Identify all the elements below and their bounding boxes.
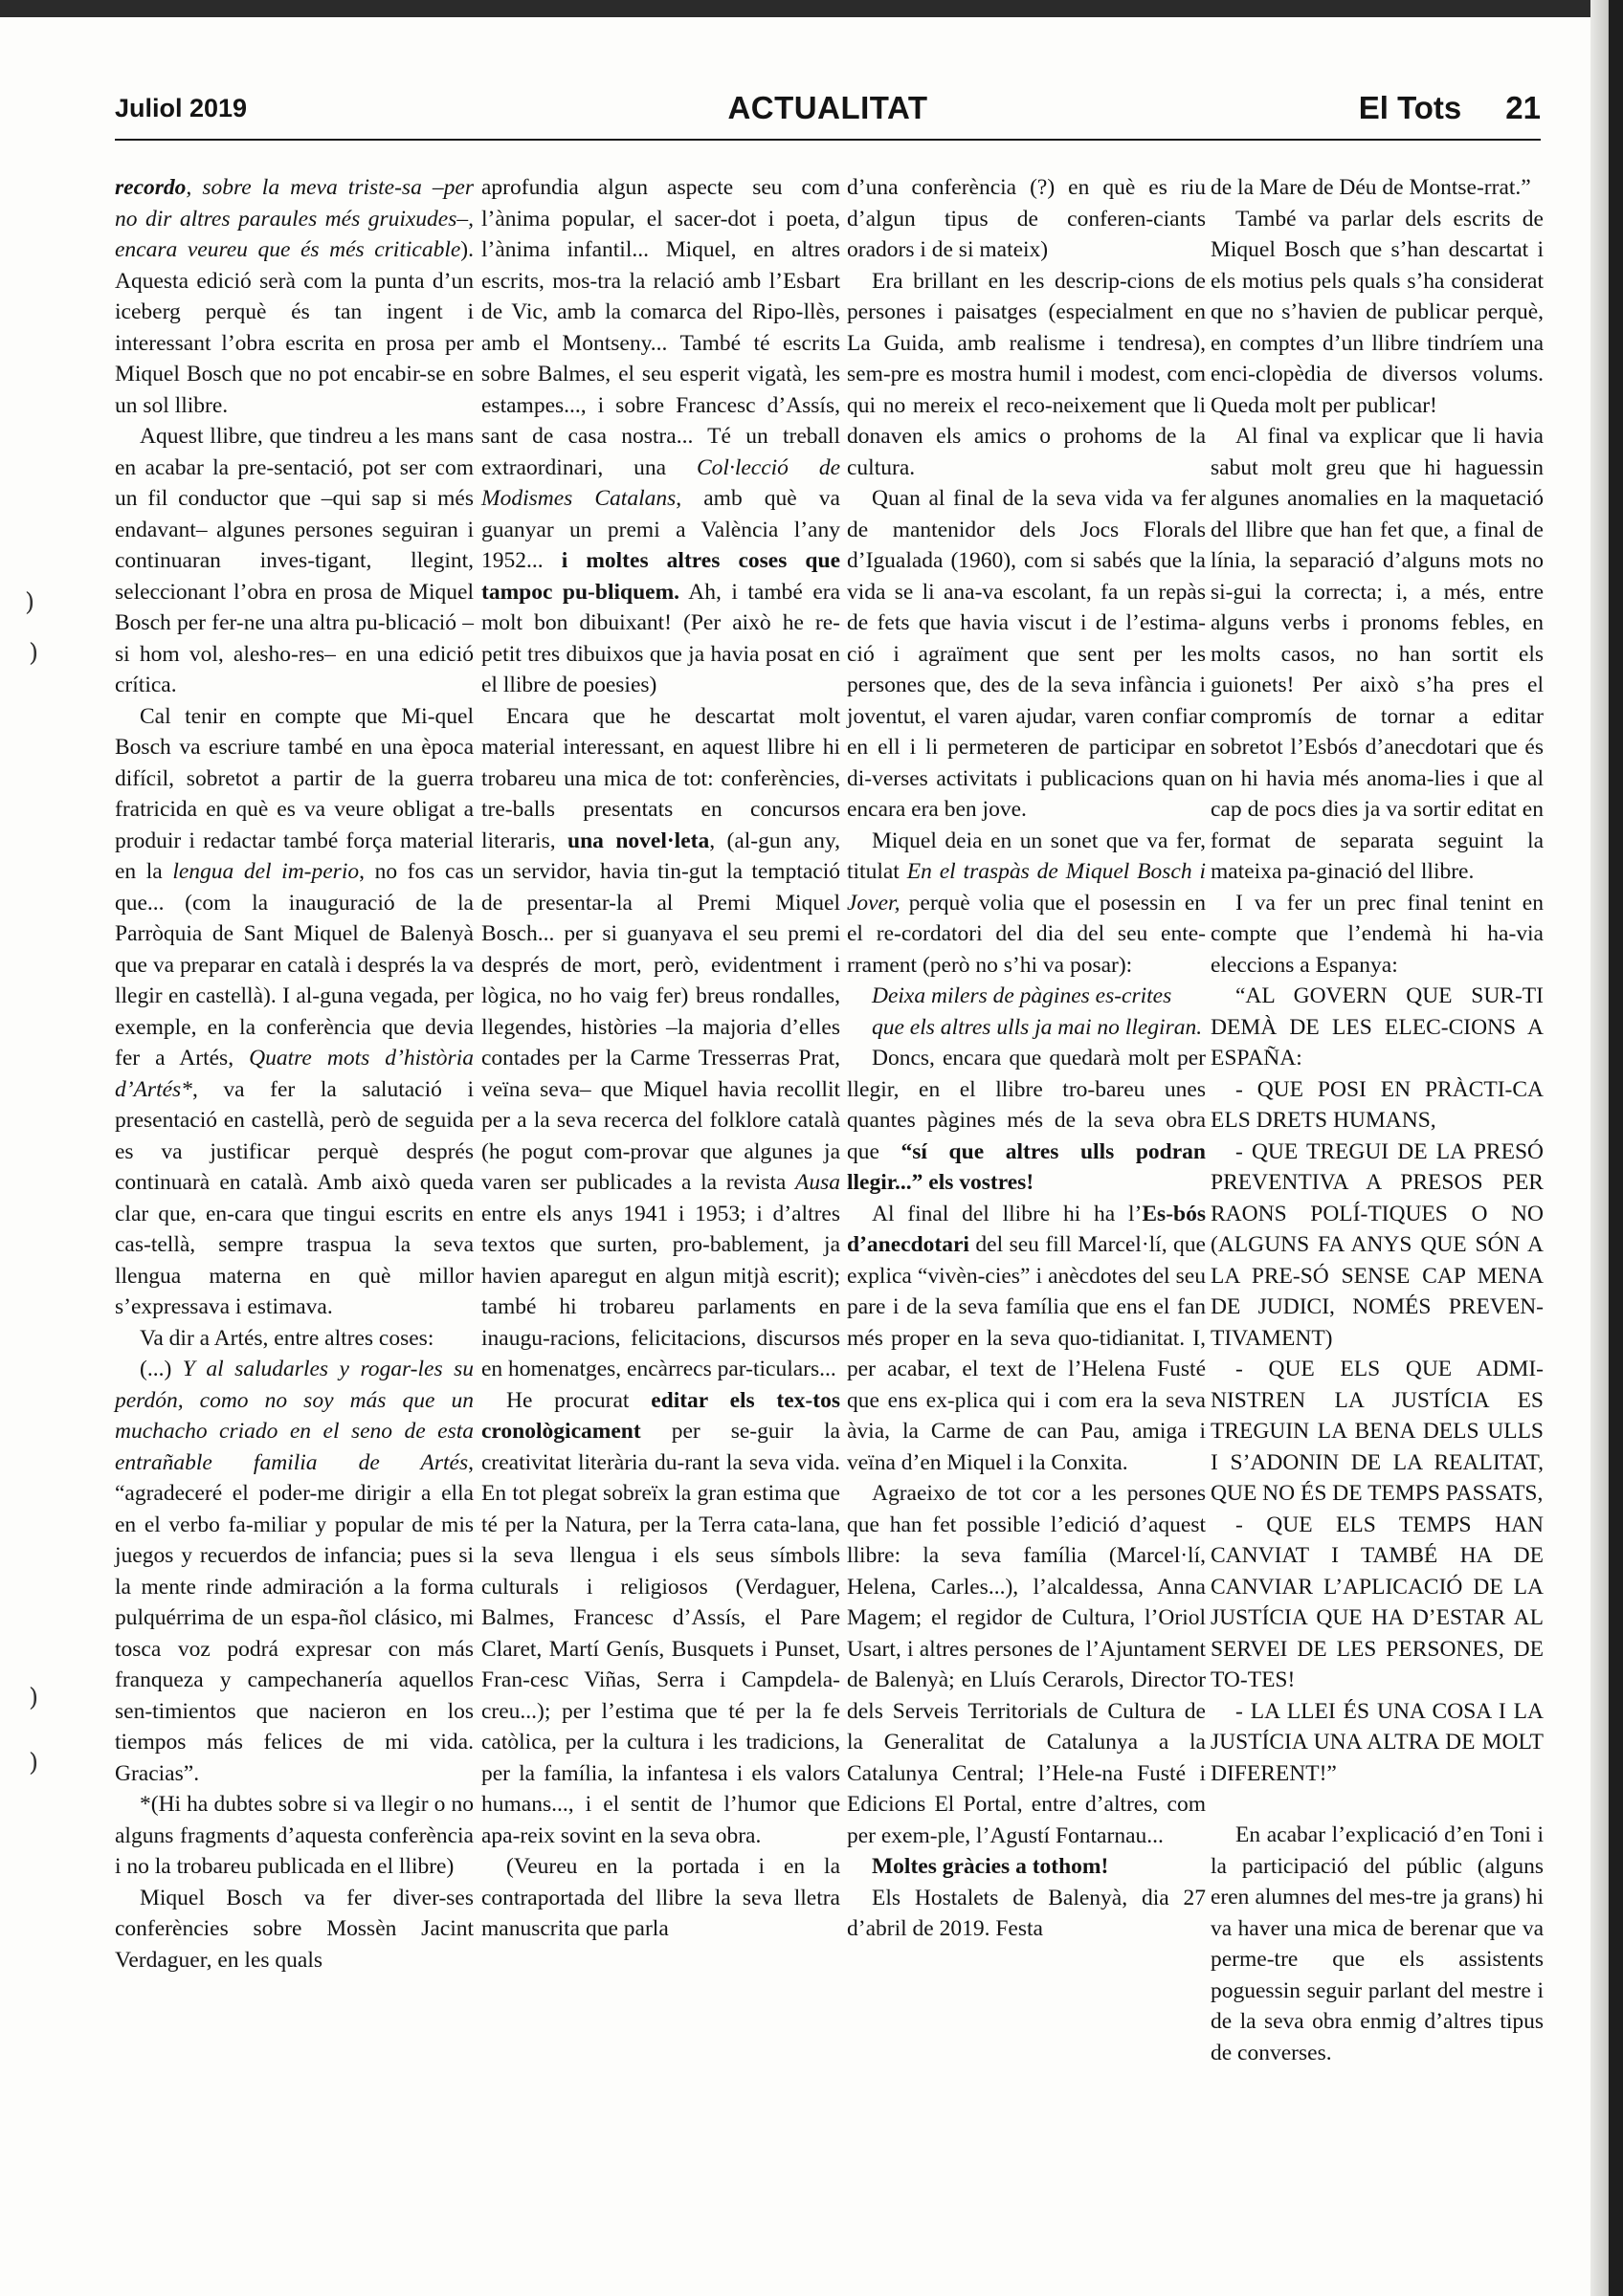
text-run: En el traspàs de Miquel Bosch i Jover,: [847, 859, 1207, 916]
paragraph: [115, 1354, 474, 1789]
text-run: Miquel Bosch va fer diver-ses conferències sobre Mossèn Jacint Verdaguer, en les quals: [115, 1885, 474, 1973]
text-run: Al final del llibre hi ha l’: [872, 1201, 1143, 1226]
text-run: , amb què va guanyar un premi a València l’any 1952...: [481, 486, 840, 573]
text-run: , va fer la salutació i presentació en castellà, però de seguida es va justificar perquè després continuarà en català. Amb això queda clar que, en-cara que tingui escrits en cas-tellà, sempre traspua la seva llengua materna en què millor s’expressava i estimava.: [115, 1076, 474, 1319]
paragraph: [847, 1199, 1206, 1479]
text-run: Doncs, encara que quedarà molt per llegir, en el llibre tro-bareu unes quantes pàgines més de la seva obra que: [847, 1046, 1206, 1164]
text-run: En acabar l’explicació d’en Toni i la participació del públic (alguns eren alumnes del mes-tre ja grans) hi va haver una mica de berenar que va perme-tre que els assistents poguessin seguir parlant del mestre i de la seva obra enmig d’altres tipus de converses.: [1211, 1822, 1544, 2065]
paragraph: [1211, 1696, 1544, 1790]
text-run: Miquel deia en un sonet que va fer, titulat: [847, 828, 1206, 884]
publication-name: El Tots: [1358, 90, 1462, 125]
article-column-1: [115, 172, 474, 2200]
header-rule: [115, 139, 1541, 141]
paragraph: [1211, 1137, 1544, 1355]
text-run: perquè volia que el posessin en el re-cordatori del dia del seu ente-rrament (però no s’hi va posar):: [847, 890, 1206, 978]
paragraph: [115, 1789, 474, 1883]
paragraph: [847, 172, 1206, 266]
article-column-4: [1211, 172, 1544, 2200]
paragraph: [115, 172, 474, 421]
text-run: Era brillant en les descrip-cions de persones i paisatges (especialment en La Guida, amb realisme i tendresa), sem-pre es mostra humil i modest, com qui no mereix el reco-neixement que li donaven els amics o prohoms de la cultura.: [847, 268, 1206, 480]
paragraph: [847, 1478, 1206, 1851]
text-run: I va fer un prec final tenint en compte que l’endemà hi ha-via eleccions a Espanya:: [1211, 890, 1544, 978]
text-run: - QUE POSI EN PRÀCTI-CA ELS DRETS HUMANS,: [1211, 1076, 1544, 1133]
text-run: Ausa: [795, 1170, 840, 1195]
paragraph: [115, 701, 474, 1323]
paragraph: [1211, 204, 1544, 422]
page-header: [115, 90, 1541, 138]
text-run: Agraeixo de tot cor a les persones que han fet possible l’edició d’aquest llibre: la seva família (Marcel·lí, Helena, Carles...), l’alcaldessa, Anna Magem; el regidor de Cultura, l’Oriol Usart, i altres persones de l’Ajuntament de Balenyà; en Lluís Cerarols, Director dels Serveis Territorials de Cultura de la Generalitat de Catalunya a la Catalunya Central; l’Hele-na Fusté i Edicions El Portal, entre d’altres, com per exem-ple, l’Agustí Fontarnau...: [847, 1481, 1206, 1848]
text-run: Quatre mots d’història d’Artés*: [115, 1046, 474, 1102]
text-run: aprofundia algun aspecte seu com l’ànima popular, el sacer-dot i poeta, l’ànima infantil... Miquel, en altres escrits, mos-tra la relació amb l’Esbart de Vic, amb la comarca del Ripo-llès, amb el Montseny... També té escrits sobre Balmes, el seu esperit vigatà, les estampes..., i sobre Francesc d’Assís, sant de casa nostra... Té un treball extraordinari, una: [481, 175, 840, 480]
text-run: Deixa milers de pàgines es-crites: [872, 983, 1172, 1008]
text-run: Encara que he descartat molt material interessant, en aquest llibre hi trobareu una mica de tot: conferències, tre-balls presentats en concursos literaris,: [481, 703, 840, 853]
text-run: Y al saludarles y rogar-les su perdón, como no soy más que un muchacho criado en el seno de esta entrañable familia de Artés: [115, 1357, 474, 1475]
paragraph: [1211, 888, 1544, 982]
text-run: Ah, i també era molt bon dibuixant! (Per això he re-petit tres dibuixos que ja havia posat en el llibre de poesies): [481, 579, 841, 697]
text-run: Al final va explicar que li havia sabut molt greu que hi haguessin algunes anomalies en la maquetació del llibre que han fet que, a final de línia, la separació d’alguns mots no si-gui la correcta; i, a més, entre alguns verbs i pronoms febles, en molts casos, no han sortit els guionets! Per això s’ha pres el compromís de tornar a editar sobretot l’Esbós d’anecdotari que és on hi havia més anoma-lies i que al cap de pocs dies ja va sortir editat en format de separata seguint la mateixa pa-ginació del llibre.: [1211, 424, 1544, 884]
paragraph: [847, 266, 1206, 484]
paragraph: [1211, 1820, 1544, 2068]
text-run: editar els tex-tos cronològicament: [481, 1387, 840, 1444]
text-run: , “agradeceré el poder-me dirigir a ella en el verbo fa-miliar y popular de mis juegos y recuerdos de infancia; pues si la mente rinde admiración a la forma pulquérrima de un espa-ñol clásico, mi tosca voz podrá expresar con más franqueza y campechanería aquellos sen-timientos que nacieron en los tiempos más felices de mi vida. Gracias”.: [115, 1449, 474, 1786]
text-run: (...): [140, 1357, 183, 1381]
paragraph: [115, 1323, 474, 1355]
text-run: que els altres ulls ja mai no llegiran.: [872, 1014, 1203, 1040]
paragraph: [115, 1883, 474, 1976]
paragraph: [847, 1851, 1206, 1883]
page-number: 21: [1505, 90, 1541, 125]
text-run: d’una conferència (?) en què es riu d’algun tipus de conferen-ciants oradors i de si mateix): [847, 175, 1206, 262]
margin-mark: ): [25, 588, 35, 617]
margin-mark: ): [29, 639, 39, 668]
paragraph: [847, 981, 1206, 1012]
paragraph: [481, 1385, 840, 1852]
paragraph: [1211, 1354, 1544, 1510]
text-run: - LA LLEI ÉS UNA COSA I LA JUSTÍCIA UNA ALTRA DE MOLT DIFERENT!”: [1211, 1698, 1544, 1786]
text-run: del seu fill Marcel·lí, que explica “vivèn-cies” i anècdotes del seu pare i de la seva família que ens el fan més proper en la seva quo-tidianitat. I, per acabar, el text de l’Helena Fusté que ens ex-plica qui i com era la seva àvia, la Carme de can Pau, amiga i veïna d’en Miquel i la Conxita.: [847, 1232, 1206, 1475]
text-run: També va parlar dels escrits de Miquel Bosch que s’han descartat i els motius pels quals s’ha considerat que no s’havien de publicar perquè, en comptes d’un llibre tindríem una enci-clopèdia de diversos volums. Queda molt per publicar!: [1211, 206, 1544, 418]
issue-date: Juliol 2019: [115, 94, 248, 122]
text-run: ). Aquesta edició serà com la punta d’un iceberg perquè és tan ingent i interessant l’obra escrita en prosa per Miquel Bosch que no pot encabir-se en un sol llibre.: [115, 237, 474, 418]
text-run: , sobre la meva triste-sa –per no dir altres paraules més gruixudes–, encara veureu que és més criticable: [115, 175, 474, 262]
text-run: Va dir a Artés, entre altres coses:: [140, 1325, 434, 1351]
text-run: Cal tenir en compte que Mi-quel Bosch va escriure també en una època difícil, sobretot a partir de la guerra fratricida en què es va veure obligat a produir i redactar també força material en la: [115, 703, 474, 884]
paragraph: [481, 701, 840, 1385]
article-column-3: [847, 172, 1206, 2200]
paragraph: [1211, 981, 1544, 1074]
text-run: “AL GOVERN QUE SUR-TI DEMÀ DE LES ELEC-CIONS A ESPAÑA:: [1211, 983, 1544, 1071]
margin-mark: ): [29, 1749, 39, 1777]
text-run: entre els anys 1941 i 1953; i d’altres textos que surten, pro-bablement, ja havien aparegut en algun mitjà escrit); també hi trobareu parlaments en inaugu-racions, felicitacions, discursos en homenatges, encàrrecs par-ticulars...: [481, 1201, 840, 1381]
text-run: “sí que altres ulls podran llegir...” els vostres!: [847, 1138, 1206, 1195]
article-column-2: [481, 172, 840, 2200]
text-run: , no fos cas que... (com la inauguració de la Parròquia de Sant Miquel de Balenyà que va preparar en català i després la va llegir en castellà). I al-guna vegada, per exemple, en la conferència que devia fer a Artés,: [115, 859, 475, 1071]
text-run: Es-bós d’anecdotari: [847, 1201, 1206, 1257]
text-run: una novel·leta: [567, 828, 710, 853]
text-run: Moltes gràcies a tothom!: [872, 1854, 1109, 1879]
text-run: *(Hi ha dubtes sobre si va llegir o no alguns fragments d’aquesta conferència i no la trobareu publicada en el llibre): [115, 1792, 474, 1879]
publication-and-page: [1359, 90, 1541, 126]
text-run: - QUE ELS QUE ADMI-NISTREN LA JUSTÍCIA ES TREGUIN LA BENA DELS ULLS I S’ADONIN DE LA REALITAT, QUE NO ÉS DE TEMPS PASSATS,: [1211, 1357, 1544, 1506]
paragraph: [481, 1851, 840, 1945]
text-run: recordo: [115, 175, 187, 200]
paragraph: [847, 1043, 1206, 1199]
paragraph: [847, 1012, 1206, 1044]
text-run: He procurat: [506, 1387, 652, 1413]
scan-top-edge: [0, 0, 1623, 17]
paragraph: [1211, 1074, 1544, 1137]
paragraph: [847, 1883, 1206, 1945]
text-run: de la Mare de Déu de Montse-rrat.”: [1211, 175, 1531, 200]
text-run: Quan al final de la seva vida va fer de mantenidor dels Jocs Florals d’Igualada (1960), com si sabés que la vida se li ana-va escolant, fa un repàs de fets que havia viscut i de l’estima-ció i agraïment que sent per les persones que, des de la seva infància i joventut, el varen ajudar, varen confiar en ell i li permeteren de participar en di-verses activitats i publicacions quan encara era ben jove.: [847, 486, 1206, 822]
paragraph: [115, 421, 474, 701]
text-run: , (al-gun any, un servidor, havia tin-gut la temptació de presentar-la al Premi Miquel Bosch... per si guanyava el seu premi després de mort, però, evidentment i lògica, no ho vaig fer) breus rondalles, llegendes, històries –la majoria d’elles contades per la Carme Tresserras Prat, veïna seva– que Miquel havia recollit per a la seva recerca del folklore català (he pogut com-provar que algunes ja varen ser publicades a la revista: [481, 828, 841, 1195]
paragraph: [1211, 421, 1544, 888]
scan-right-edge: [1590, 0, 1623, 2296]
paragraph: [847, 826, 1206, 982]
text-run: - QUE ELS TEMPS HAN CANVIAT I TAMBÉ HA DE CANVIAR L’APLICACIÓ DE LA JUSTÍCIA QUE HA D’ESTAR AL SERVEI DE LES PERSONES, DE TO-TES!: [1211, 1512, 1544, 1692]
text-run: per se-guir la creativitat literària du-rant la seva vida. En tot plegat sobreïx la gran estima que té per la Natura, per la Terra cata-lana, la seva llengua i els seus símbols culturals i religiosos (Verdaguer, Balmes, Francesc d’Assís, el Pare Claret, Martí Genís, Busquets i Punset, Fran-cesc Viñas, Serra i Campdela-creu...); per l’estima que té per la fe catòlica, per la cultura i les tradicions, per la família, la infantesa i els valors humans..., i el sentit de l’humor que apa-reix sovint en la seva obra.: [481, 1419, 840, 1848]
text-run: lengua del im-perio: [172, 859, 360, 884]
paragraph: [481, 172, 840, 701]
paragraph: [1211, 172, 1544, 204]
margin-mark: ): [29, 1684, 39, 1712]
text-run: Els Hostalets de Balenyà, dia 27 d’abril de 2019. Festa: [847, 1885, 1206, 1941]
paragraph: [1211, 1510, 1544, 1696]
text-run: - QUE TREGUI DE LA PRESÓ PREVENTIVA A PRESOS PER RAONS POLÍ-TIQUES O NO (ALGUNS FA ANYS QUE SÓN A LA PRE-SÓ SENSE CAP MENA DE JUDICI, NOMÉS PREVEN-TIVAMENT): [1211, 1138, 1544, 1351]
text-run: (Veureu en la portada i en la contraportada del llibre la seva lletra manuscrita que parla: [481, 1854, 840, 1941]
text-run: i moltes altres coses que tampoc pu-bliquem.: [481, 548, 840, 605]
section-title: ACTUALITAT: [727, 90, 928, 125]
text-run: Aquest llibre, que tindreu a les mans en acabar la pre-sentació, pot ser com un fil conductor que –qui sap si més endavant– algunes persones seguiran i continuaran inves-tigant, llegint, seleccionant l’obra en prosa de Miquel Bosch per fer-ne una altra pu-blicació –si hom vol, alesho-res– en una edició crítica.: [115, 424, 474, 697]
paragraph: [847, 483, 1206, 826]
text-run: Col·lecció de Modismes Catalans: [481, 454, 840, 511]
